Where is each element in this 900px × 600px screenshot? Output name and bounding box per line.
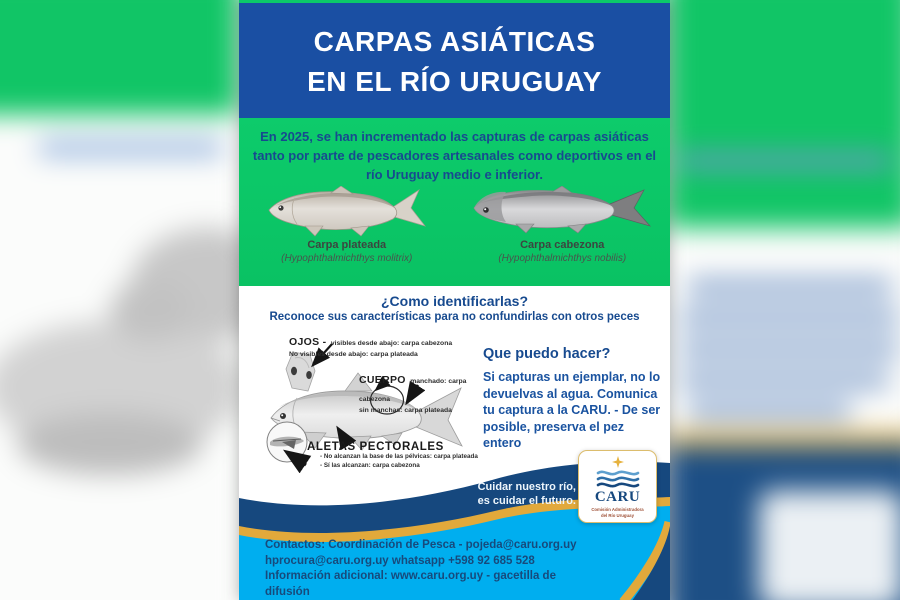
what-to-do-section: [483, 346, 664, 452]
caru-org-line2: del Río Uruguay: [601, 513, 634, 518]
caru-org-name: [591, 507, 643, 519]
pectoral-fins-label: ALETAS PECTORALES: [307, 441, 444, 453]
species-labels-row: [239, 238, 670, 265]
identify-title: ¿Como identificarlas?: [380, 293, 529, 309]
caru-org-line1: Comisión Administradora: [591, 507, 644, 512]
bg-blob: [759, 491, 900, 600]
bg-blob: [687, 279, 893, 294]
silver-carp-label: [239, 238, 455, 265]
bg-blob: [38, 140, 223, 155]
bg-blob: [677, 154, 893, 168]
bighead-carp-label: [455, 238, 671, 265]
species-scientific-name: (Hypophthalmichthys nobilis): [498, 253, 627, 264]
silver-carp-photo: [239, 186, 455, 238]
pectoral-fins-note-2: - Sí las alcanzan: carpa cabezona: [320, 461, 420, 469]
body-note-2: sin manchas: carpa plateada: [359, 407, 452, 414]
eyes-label: OJOS -: [289, 336, 327, 348]
eyes-note-2: No visibles desde abajo: carpa plateada: [289, 351, 418, 358]
body-annotation: [359, 370, 497, 415]
pectoral-fins-note-1: - No alcanzan la base de las pélvicas: carpa plateada: [320, 453, 478, 460]
silver-carp-fish-image: [261, 186, 433, 238]
slogan-line2: es cuidar el futuro.: [477, 494, 576, 507]
bg-blob: [687, 403, 852, 418]
body-note-1: manchado: carpa cabezona: [359, 378, 467, 403]
caru-acronym: CARU: [594, 489, 641, 505]
caru-logo-card: [578, 450, 657, 523]
intro-section: [239, 118, 670, 286]
slogan: [472, 481, 576, 508]
identify-subtitle: Reconoce sus características para no confundirlas con otros peces: [269, 311, 640, 323]
what-to-do-title: Que puedo hacer?: [483, 346, 611, 362]
intro-paragraph: En 2025, se han incrementado las capturas de carpas asiáticas tanto por parte de pescadores artesanales como deportivos en el río Uruguay medio e inferior.: [252, 129, 657, 182]
poster-title-line1: CARPAS ASIÁTICAS: [313, 25, 596, 57]
star-icon: [612, 456, 624, 468]
bg-blob: [679, 341, 900, 356]
what-to-do-text: Si capturas un ejemplar, no lo devuelvas al agua. Comunica tu captura a la CARU. - De ser posible, preserva el pez entero: [483, 370, 661, 450]
bighead-carp-photo: [455, 186, 671, 238]
footer-contacts: [265, 538, 597, 600]
bg-blob: [110, 279, 192, 341]
footer-line2: hprocura@caru.org.uy whatsapp +598 92 685 528: [265, 554, 535, 567]
footer-line1: Contactos: Coordinación de Pesca - pojeda@caru.org.uy: [265, 539, 577, 551]
river-waves-icon: [595, 468, 641, 488]
bg-blob: [0, 0, 239, 125]
poster-header: [239, 3, 670, 118]
bg-blob: [17, 413, 202, 475]
poster-title-line2: EN EL RÍO URUGUAY: [307, 65, 602, 97]
species-name: Carpa plateada: [307, 239, 387, 251]
bg-blob: [679, 372, 890, 387]
slogan-line1: Cuidar nuestro río,: [477, 481, 576, 493]
species-scientific-name: (Hypophthalmichthys molitrix): [281, 253, 413, 264]
bg-blob: [666, 0, 900, 243]
footer-line3: Información adicional: www.caru.org.uy - gacetilla de difusión: [265, 570, 556, 598]
species-name: Carpa cabezona: [520, 239, 605, 251]
bg-blob: [679, 310, 900, 325]
species-photos-row: [239, 186, 670, 238]
bighead-carp-fish-image: [468, 186, 656, 234]
body-label: CUERPO: [359, 374, 406, 386]
eyes-annotation: [289, 332, 459, 359]
eyes-note-1: visibles desde abajo: carpa cabezona: [330, 340, 453, 347]
carp-infographic-poster: [239, 0, 670, 600]
